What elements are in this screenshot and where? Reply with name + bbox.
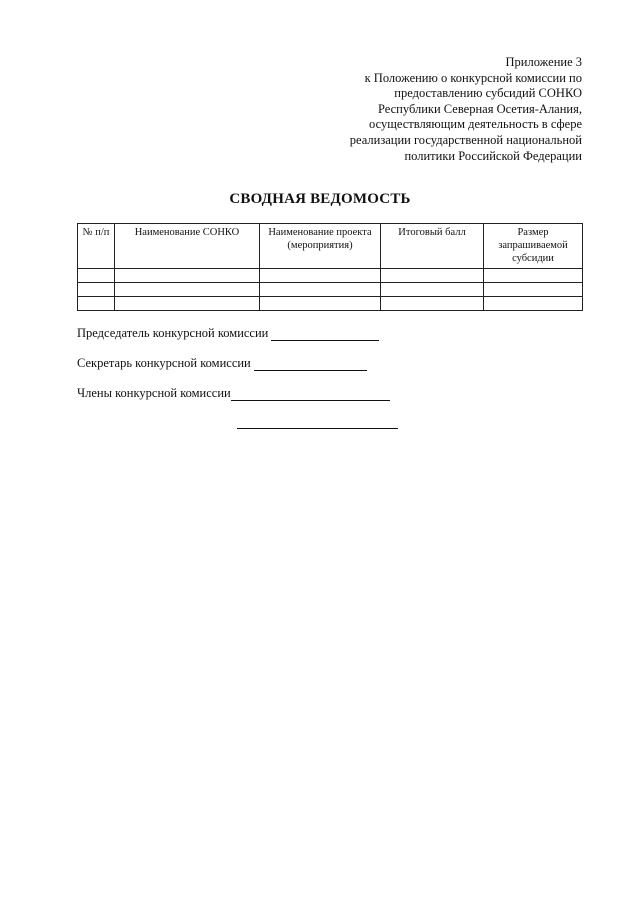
signature-secretary-line — [254, 358, 367, 371]
table-cell — [381, 269, 484, 283]
table-cell — [484, 297, 583, 311]
signature-members-line — [231, 388, 390, 401]
table-cell — [78, 297, 115, 311]
column-header-organization: Наименование СОНКО — [115, 224, 260, 269]
table-cell — [78, 283, 115, 297]
signature-secretary — [77, 356, 367, 371]
table-row — [78, 297, 583, 311]
column-header-number: № п/п — [78, 224, 115, 269]
appendix-line: политики Российской Федерации — [404, 148, 582, 163]
signature-chairman — [77, 326, 379, 341]
table-cell — [260, 269, 381, 283]
table-cell — [484, 269, 583, 283]
document-title: СВОДНАЯ ВЕДОМОСТЬ — [229, 191, 411, 207]
appendix-line: Республики Северная Осетия-Алания, — [377, 101, 582, 116]
table-cell — [260, 283, 381, 297]
signature-members-extra-line — [237, 428, 398, 429]
signature-members — [77, 386, 390, 401]
appendix-line: Приложение 3 — [505, 55, 582, 69]
table-cell — [260, 297, 381, 311]
table-cell — [381, 297, 484, 311]
column-header-subsidy: Размер запрашиваемой субсидии — [484, 224, 583, 269]
table-cell — [78, 269, 115, 283]
appendix-line: реализации государственной национальной — [349, 132, 582, 147]
signature-chairman-label: Председатель конкурсной комиссии — [77, 326, 269, 340]
appendix-line: к Положению о конкурсной комиссии по — [364, 70, 582, 85]
summary-table — [77, 223, 583, 311]
signature-chairman-line — [271, 328, 379, 341]
column-header-score: Итоговый балл — [381, 224, 484, 269]
table-cell — [115, 297, 260, 311]
table-cell — [381, 283, 484, 297]
appendix-heading — [262, 55, 582, 164]
appendix-line: осуществляющим деятельность в сфере — [369, 117, 582, 132]
table-cell — [484, 283, 583, 297]
table-row — [78, 283, 583, 297]
table-cell — [115, 283, 260, 297]
signature-members-label: Члены конкурсной комиссии — [77, 386, 231, 400]
table-header-row — [78, 224, 583, 269]
table-row — [78, 269, 583, 283]
column-header-project: Наименование проекта (мероприятия) — [260, 224, 381, 269]
appendix-line: предоставлению субсидий СОНКО — [394, 86, 582, 101]
signature-secretary-label: Секретарь конкурсной комиссии — [77, 356, 251, 370]
table-cell — [115, 269, 260, 283]
